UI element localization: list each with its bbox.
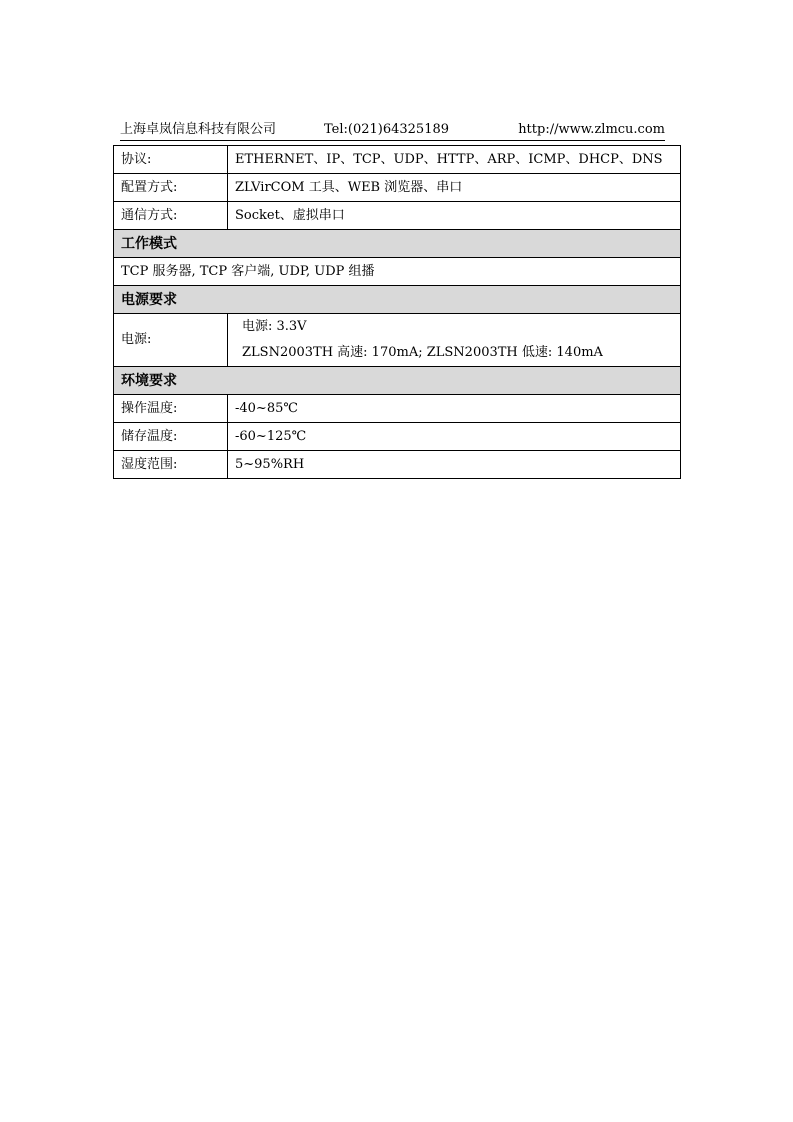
storage-temp-value: -60~125℃ <box>228 423 681 451</box>
comm-value: Socket、虚拟串口 <box>228 202 681 230</box>
protocol-label: 协议: <box>114 146 228 174</box>
table-row <box>114 146 681 174</box>
power-values <box>228 314 681 367</box>
table-row <box>114 202 681 230</box>
spec-table <box>113 145 681 479</box>
work-mode-value: TCP 服务器, TCP 客户端, UDP, UDP 组播 <box>114 258 681 286</box>
power-line-1: 电源: 3.3V <box>242 319 307 334</box>
table-row <box>114 395 681 423</box>
telephone: Tel:(021)64325189 <box>324 122 450 137</box>
config-value: ZLVirCOM 工具、WEB 浏览器、串口 <box>228 174 681 202</box>
power-line-2: ZLSN2003TH 高速: 170mA; ZLSN2003TH 低速: 140mA <box>242 345 603 360</box>
table-row <box>114 258 681 286</box>
config-label: 配置方式: <box>114 174 228 202</box>
section-header-row <box>114 367 681 395</box>
humidity-label: 湿度范围: <box>114 451 228 479</box>
operating-temp-value: -40~85℃ <box>228 395 681 423</box>
operating-temp-label: 操作温度: <box>114 395 228 423</box>
protocol-value: ETHERNET、IP、TCP、UDP、HTTP、ARP、ICMP、DHCP、DNS <box>228 146 681 174</box>
page-header <box>120 120 665 141</box>
comm-label: 通信方式: <box>114 202 228 230</box>
company-name: 上海卓岚信息科技有限公司 <box>120 122 277 137</box>
section-header-row <box>114 286 681 314</box>
power-label: 电源: <box>114 314 228 367</box>
table-row <box>114 423 681 451</box>
work-mode-title: 工作模式 <box>114 230 681 258</box>
table-row <box>114 174 681 202</box>
table-row <box>114 314 681 367</box>
power-title: 电源要求 <box>114 286 681 314</box>
table-row <box>114 451 681 479</box>
section-header-row <box>114 230 681 258</box>
environment-title: 环境要求 <box>114 367 681 395</box>
humidity-value: 5~95%RH <box>228 451 681 479</box>
storage-temp-label: 储存温度: <box>114 423 228 451</box>
website-url: http://www.zlmcu.com <box>518 122 665 137</box>
